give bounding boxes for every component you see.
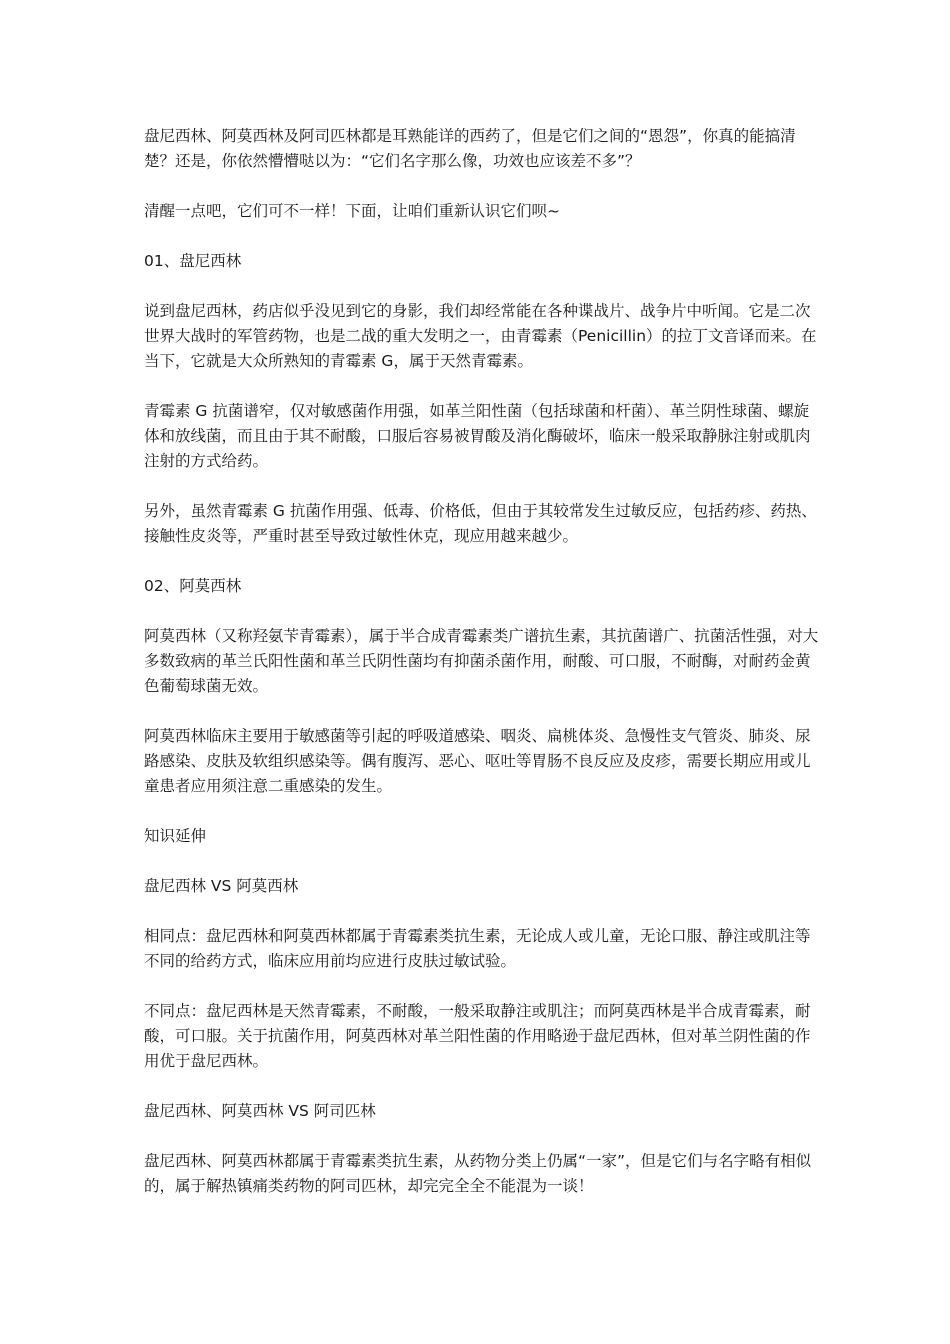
section-heading-penicillin: 01、盘尼西林 — [144, 252, 242, 270]
intro-followup: 清醒一点吧，它们可不一样！下面，让咱们重新认识它们呗~ — [144, 202, 560, 220]
aspirin-paragraph: 盘尼西林、阿莫西林都属于青霉素类抗生素，从药物分类上仍属“一家”，但是它们与名字略有相似的，属于解热镇痛类药物的阿司匹林，却完完全全不能混为一谈！ — [144, 1152, 812, 1195]
document-body — [144, 124, 820, 1224]
subheading-vs-aspirin: 盘尼西林、阿莫西林 VS 阿司匹林 — [144, 1102, 376, 1120]
penicillin-paragraph-2: 青霉素 G 抗菌谱窄，仅对敏感菌作用强，如革兰阳性菌（包括球菌和杆菌）、革兰阴性球菌、螺旋体和放线菌，而且由于其不耐酸，口服后容易被胃酸及消化酶破坏，临床一般采取静脉注射或肌肉注射的方式给药。 — [144, 402, 811, 470]
penicillin-paragraph-3: 另外，虽然青霉素 G 抗菌作用强、低毒、价格低，但由于其较常发生过敏反应，包括药疹、药热、接触性皮炎等，严重时甚至导致过敏性休克，现应用越来越少。 — [144, 502, 817, 545]
intro-paragraph: 盘尼西林、阿莫西林及阿司匹林都是耳熟能详的西药了，但是它们之间的“恩怨”，你真的能搞清楚？还是，你依然懵懵哒以为：“它们名字那么像，功效也应该差不多”？ — [144, 127, 796, 170]
section-heading-knowledge: 知识延伸 — [144, 827, 207, 845]
similarities-paragraph: 相同点：盘尼西林和阿莫西林都属于青霉素类抗生素，无论成人或儿童，无论口服、静注或肌注等不同的给药方式，临床应用前均应进行皮肤过敏试验。 — [144, 927, 811, 970]
subheading-penicillin-vs-amoxicillin: 盘尼西林 VS 阿莫西林 — [144, 877, 299, 895]
amoxicillin-paragraph-1: 阿莫西林（又称羟氨苄青霉素），属于半合成青霉素类广谱抗生素，其抗菌谱广、抗菌活性强，对大多数致病的革兰氏阳性菌和革兰氏阴性菌均有抑菌杀菌作用，耐酸、可口服，不耐酶，对耐药金黄色葡萄球菌无效。 — [144, 627, 819, 695]
penicillin-paragraph-1: 说到盘尼西林，药店似乎没见到它的身影，我们却经常能在各种谍战片、战争片中听闻。它是二次世界大战时的军管药物，也是二战的重大发明之一，由青霉素（Penicillin）的拉丁文音译而来。在当下，它就是大众所熟知的青霉素 G，属于天然青霉素。 — [144, 302, 817, 370]
section-heading-amoxicillin: 02、阿莫西林 — [144, 577, 242, 595]
differences-paragraph: 不同点：盘尼西林是天然青霉素，不耐酸，一般采取静注或肌注；而阿莫西林是半合成青霉素，耐酸，可口服。关于抗菌作用，阿莫西林对革兰阳性菌的作用略逊于盘尼西林，但对革兰阴性菌的作用优于盘尼西林。 — [144, 1002, 811, 1070]
amoxicillin-paragraph-2: 阿莫西林临床主要用于敏感菌等引起的呼吸道感染、咽炎、扁桃体炎、急慢性支气管炎、肺炎、尿路感染、皮肤及软组织感染等。偶有腹泻、恶心、呕吐等胃肠不良反应及皮疹，需要长期应用或儿童患者应用须注意二重感染的发生。 — [144, 727, 811, 795]
